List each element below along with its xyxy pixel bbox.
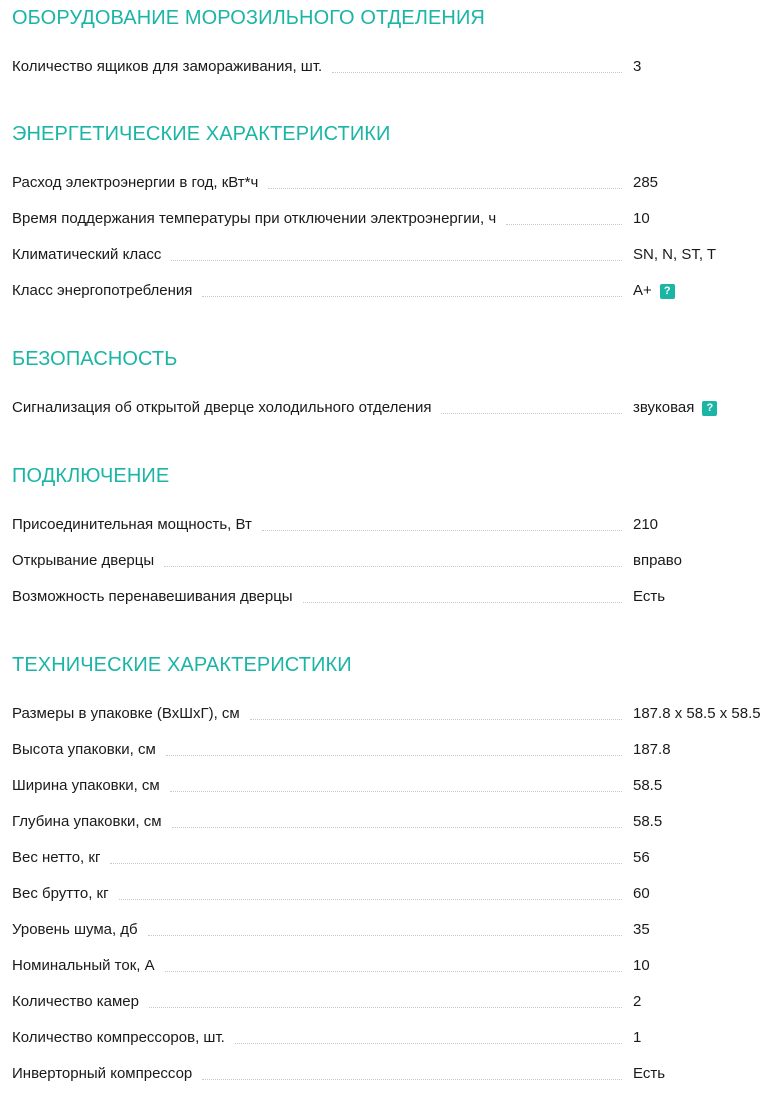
dotted-leader xyxy=(149,1007,622,1008)
dotted-leader xyxy=(268,188,622,189)
spec-label: Уровень шума, дб xyxy=(12,921,144,939)
spec-label-wrap xyxy=(12,246,622,264)
spec-value: 60 xyxy=(633,885,650,902)
spec-label-wrap xyxy=(12,516,622,534)
spec-label-wrap xyxy=(12,399,622,417)
spec-value: 58.5 xyxy=(633,777,663,794)
spec-label-wrap xyxy=(12,1029,622,1047)
spec-label: Климатический класс xyxy=(12,246,167,264)
spec-value: Есть xyxy=(633,588,666,605)
spec-label-wrap xyxy=(12,885,622,903)
dotted-leader xyxy=(119,899,622,900)
spec-value-wrap xyxy=(633,777,662,795)
spec-label-wrap xyxy=(12,552,622,570)
spec-label-wrap xyxy=(12,741,622,759)
spec-row xyxy=(12,237,775,273)
dotted-leader xyxy=(262,530,622,531)
dotted-leader xyxy=(166,755,622,756)
spec-row xyxy=(12,840,775,876)
spec-label-wrap xyxy=(12,282,622,300)
spec-row xyxy=(12,273,775,309)
spec-row xyxy=(12,201,775,237)
spec-value: 187.8 xyxy=(633,741,671,758)
help-icon[interactable]: ? xyxy=(660,284,675,299)
spec-row xyxy=(12,1020,775,1056)
spec-label: Возможность перенавешивания дверцы xyxy=(12,588,299,606)
spec-value-wrap xyxy=(633,705,761,723)
spec-rows xyxy=(12,165,775,309)
dotted-leader xyxy=(441,413,622,414)
spec-value-wrap xyxy=(633,1029,641,1047)
spec-label: Вес брутто, кг xyxy=(12,885,115,903)
spec-value: 35 xyxy=(633,921,650,938)
dotted-leader xyxy=(332,72,622,73)
spec-label-wrap xyxy=(12,849,622,867)
spec-label: Количество ящиков для замораживания, шт. xyxy=(12,58,328,76)
spec-value-wrap xyxy=(633,849,650,867)
spec-row xyxy=(12,732,775,768)
dotted-leader xyxy=(171,260,622,261)
spec-value-wrap xyxy=(633,552,682,570)
spec-row xyxy=(12,390,775,426)
spec-row xyxy=(12,804,775,840)
spec-value-wrap xyxy=(633,885,650,903)
spec-label-wrap xyxy=(12,921,622,939)
dotted-leader xyxy=(148,935,622,936)
spec-label: Номинальный ток, А xyxy=(12,957,161,975)
spec-label: Количество компрессоров, шт. xyxy=(12,1029,231,1047)
spec-rows xyxy=(12,390,775,426)
dotted-leader xyxy=(506,224,622,225)
dotted-leader xyxy=(164,566,622,567)
spec-rows xyxy=(12,49,775,85)
spec-value: вправо xyxy=(633,552,682,569)
spec-value-wrap xyxy=(633,174,658,192)
section-title: ОБОРУДОВАНИЕ МОРОЗИЛЬНОГО ОТДЕЛЕНИЯ xyxy=(12,7,485,29)
spec-value-wrap xyxy=(633,282,675,300)
spec-label-wrap xyxy=(12,210,622,228)
spec-rows xyxy=(12,507,775,615)
section-title: ЭНЕРГЕТИЧЕСКИЕ ХАРАКТЕРИСТИКИ xyxy=(12,123,391,145)
spec-label: Инверторный компрессор xyxy=(12,1065,198,1083)
spec-value: 187.8 x 58.5 x 58.5 xyxy=(633,705,761,722)
spec-value-wrap xyxy=(633,921,650,939)
spec-label-wrap xyxy=(12,777,622,795)
spec-value-wrap xyxy=(633,516,658,534)
spec-row xyxy=(12,948,775,984)
spec-label-wrap xyxy=(12,1065,622,1083)
spec-value: 58.5 xyxy=(633,813,663,830)
spec-row xyxy=(12,912,775,948)
spec-label-wrap xyxy=(12,813,622,831)
spec-value-wrap xyxy=(633,246,716,264)
spec-label: Количество камер xyxy=(12,993,145,1011)
help-icon[interactable]: ? xyxy=(702,401,717,416)
dotted-leader xyxy=(165,971,622,972)
section-title: БЕЗОПАСНОСТЬ xyxy=(12,348,178,370)
spec-row xyxy=(12,1056,775,1092)
spec-label-wrap xyxy=(12,174,622,192)
spec-value: 10 xyxy=(633,210,650,227)
spec-row xyxy=(12,49,775,85)
spec-row xyxy=(12,165,775,201)
dotted-leader xyxy=(303,602,622,603)
spec-value-wrap xyxy=(633,58,641,76)
spec-label: Глубина упаковки, см xyxy=(12,813,168,831)
spec-value-wrap xyxy=(633,1065,665,1083)
spec-label-wrap xyxy=(12,993,622,1011)
dotted-leader xyxy=(172,827,622,828)
spec-row xyxy=(12,876,775,912)
spec-value: A+ xyxy=(633,282,652,299)
spec-value: 3 xyxy=(633,58,642,75)
spec-value-wrap xyxy=(633,993,641,1011)
spec-rows xyxy=(12,696,775,1092)
spec-label: Ширина упаковки, см xyxy=(12,777,166,795)
spec-value: 2 xyxy=(633,993,642,1010)
spec-value: 10 xyxy=(633,957,650,974)
spec-label-wrap xyxy=(12,58,622,76)
spec-label: Класс энергопотребления xyxy=(12,282,198,300)
dotted-leader xyxy=(250,719,622,720)
spec-value: 56 xyxy=(633,849,650,866)
spec-label: Сигнализация об открытой дверце холодильного отделения xyxy=(12,399,437,417)
dotted-leader xyxy=(110,863,622,864)
spec-label-wrap xyxy=(12,588,622,606)
spec-value-wrap xyxy=(633,741,671,759)
spec-value: SN, N, ST, T xyxy=(633,246,717,263)
spec-row xyxy=(12,543,775,579)
spec-label: Открывание дверцы xyxy=(12,552,160,570)
spec-value-wrap xyxy=(633,957,650,975)
spec-value-wrap xyxy=(633,588,665,606)
spec-value: 210 xyxy=(633,516,659,533)
spec-row xyxy=(12,768,775,804)
spec-value-wrap xyxy=(633,399,717,417)
spec-label: Размеры в упаковке (ВхШхГ), см xyxy=(12,705,246,723)
spec-row xyxy=(12,507,775,543)
section-title: ТЕХНИЧЕСКИЕ ХАРАКТЕРИСТИКИ xyxy=(12,654,352,676)
spec-label: Вес нетто, кг xyxy=(12,849,106,867)
spec-value: 1 xyxy=(633,1029,642,1046)
spec-value: звуковая xyxy=(633,399,695,416)
dotted-leader xyxy=(202,1079,622,1080)
dotted-leader xyxy=(202,296,622,297)
dotted-leader xyxy=(170,791,622,792)
spec-row xyxy=(12,696,775,732)
spec-row xyxy=(12,984,775,1020)
spec-label-wrap xyxy=(12,705,622,723)
spec-label: Присоединительная мощность, Вт xyxy=(12,516,258,534)
spec-value: Есть xyxy=(633,1065,666,1082)
spec-row xyxy=(12,579,775,615)
spec-label-wrap xyxy=(12,957,622,975)
section-title: ПОДКЛЮЧЕНИЕ xyxy=(12,465,170,487)
dotted-leader xyxy=(235,1043,622,1044)
spec-value-wrap xyxy=(633,210,650,228)
spec-label: Высота упаковки, см xyxy=(12,741,162,759)
spec-label: Время поддержания температуры при отключении электроэнергии, ч xyxy=(12,210,502,228)
spec-value: 285 xyxy=(633,174,659,191)
spec-value-wrap xyxy=(633,813,662,831)
spec-label: Расход электроэнергии в год, кВт*ч xyxy=(12,174,264,192)
